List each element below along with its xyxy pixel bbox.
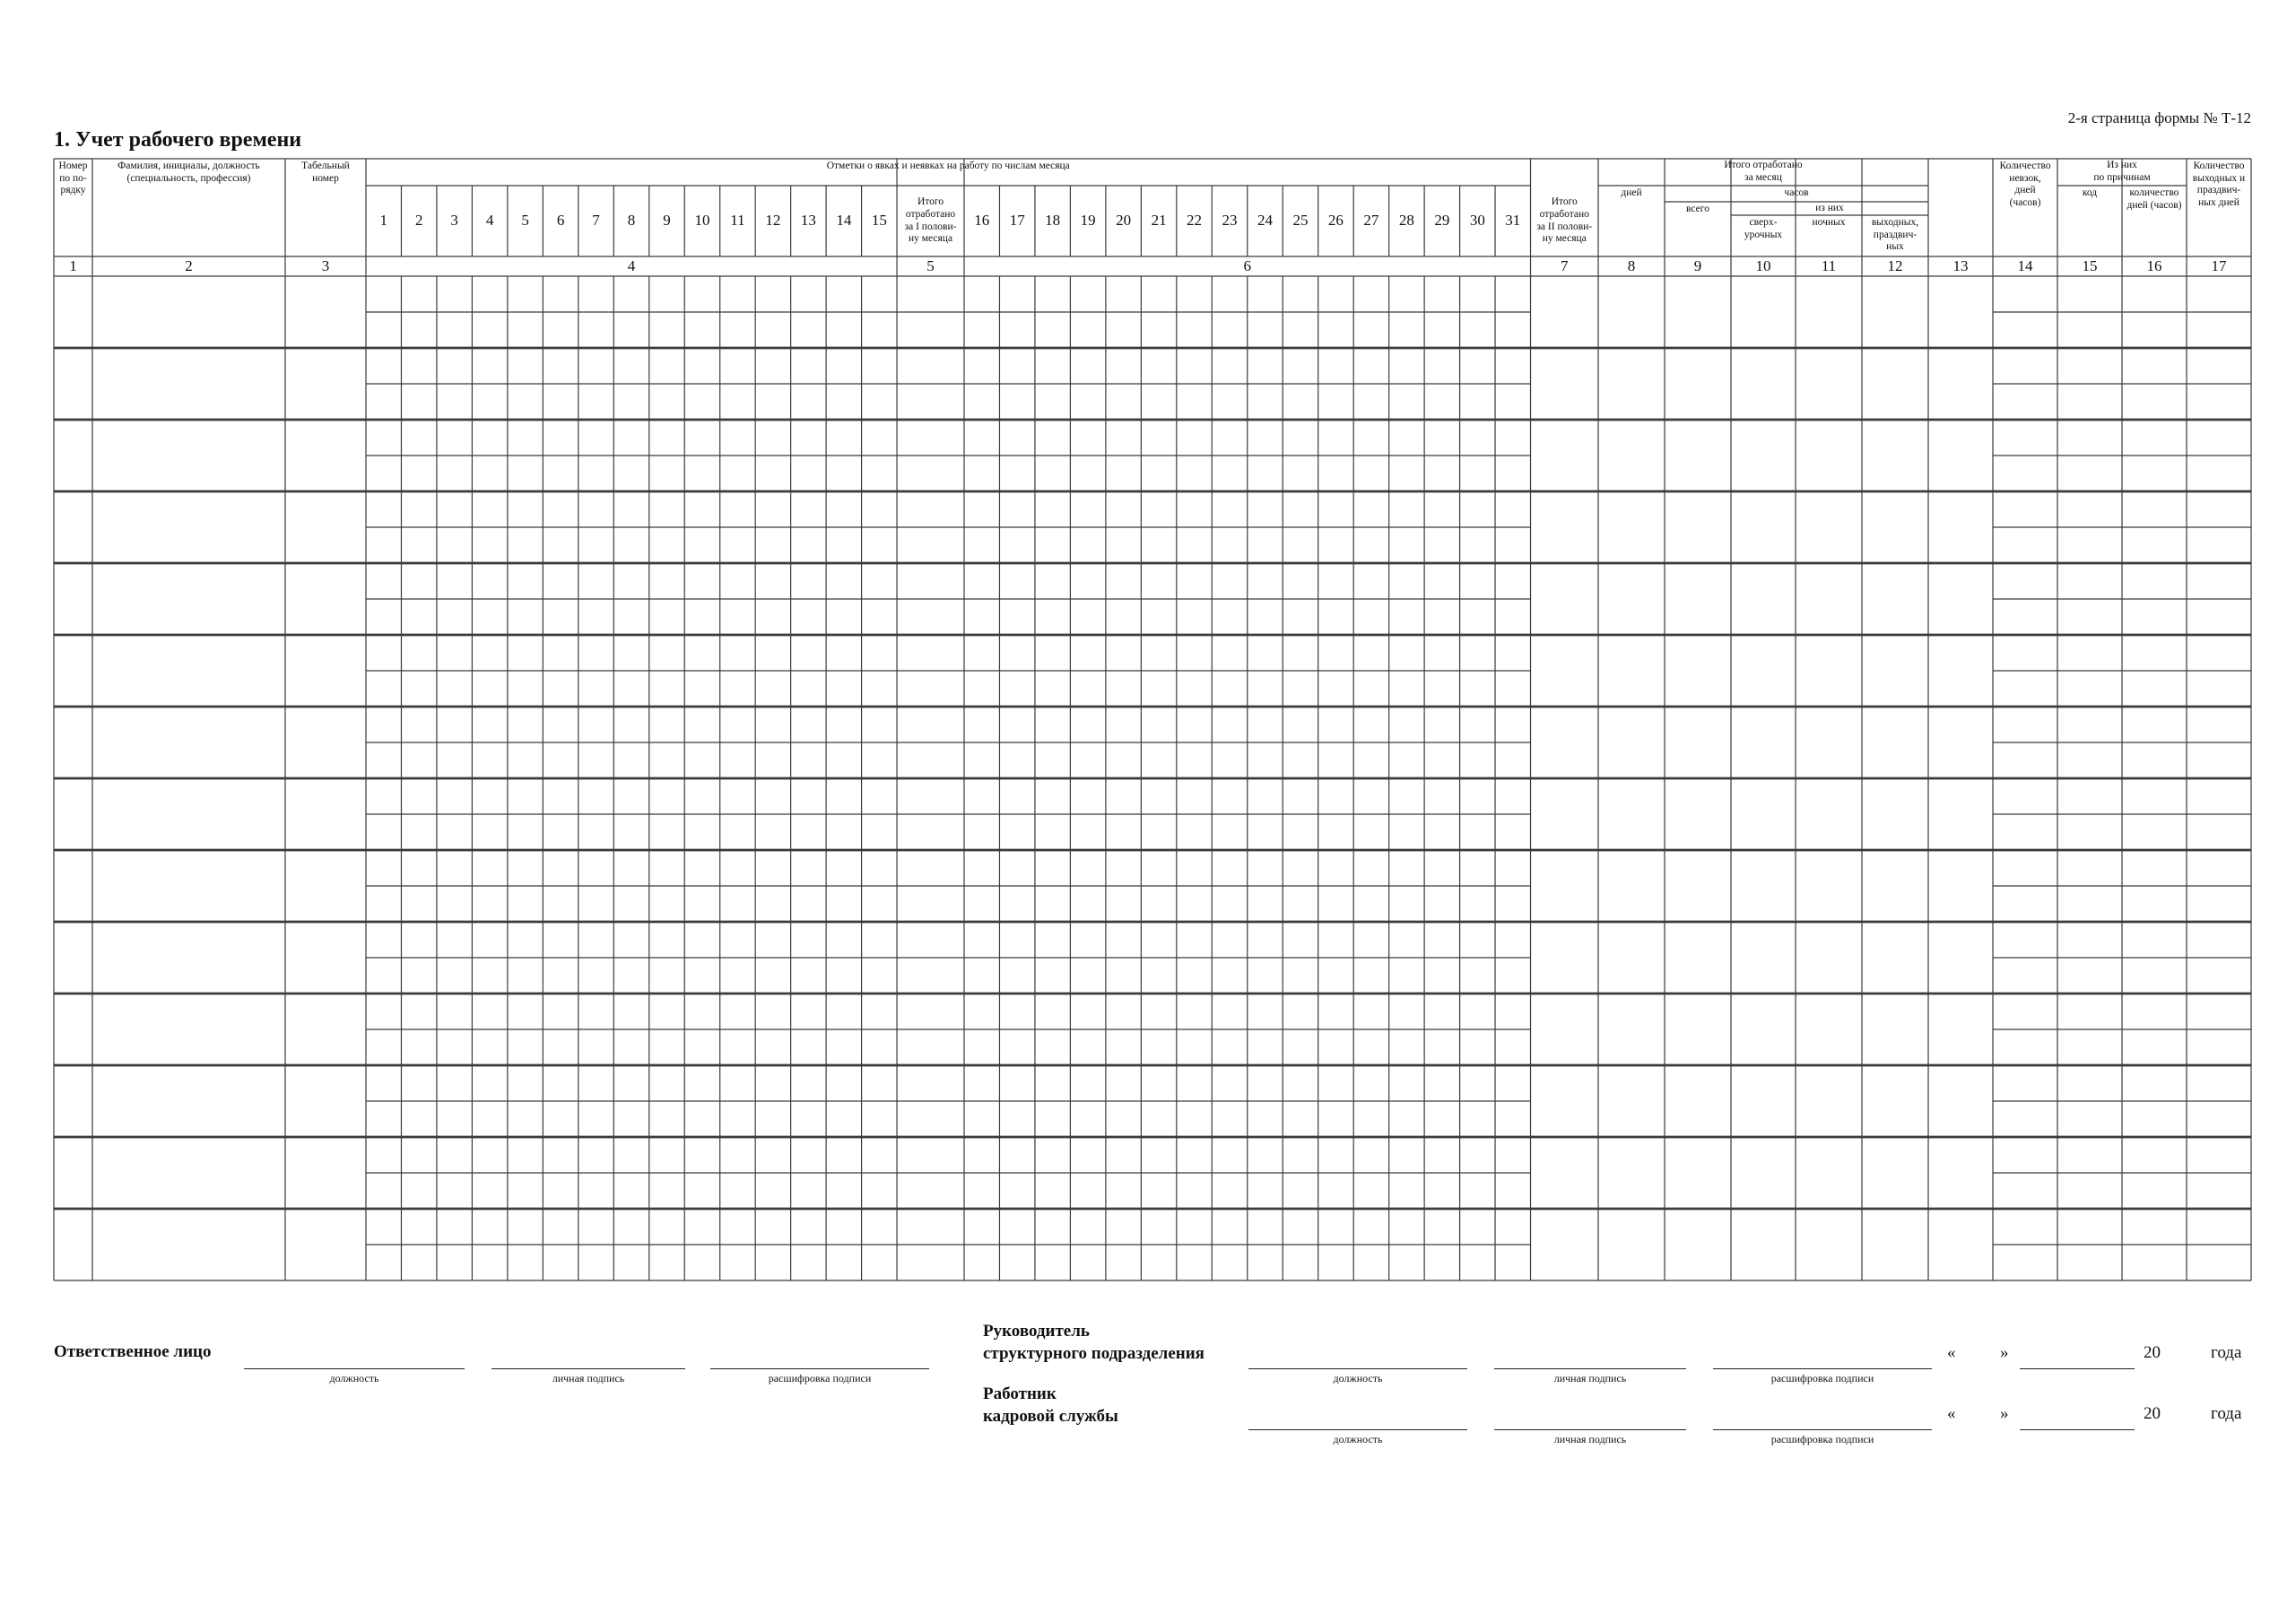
head-position-line[interactable] xyxy=(1248,1368,1467,1369)
head-signature-line[interactable] xyxy=(1494,1368,1686,1369)
header-row-number: Номер по по- рядку xyxy=(58,161,88,196)
hr-date-month-line[interactable] xyxy=(2020,1429,2135,1430)
day-number-31: 31 xyxy=(1505,212,1521,230)
day-number-9: 9 xyxy=(663,212,671,230)
hr-date-year-prefix: 20 xyxy=(2144,1404,2161,1423)
column-number-8: 8 xyxy=(1627,256,1636,274)
column-number-5: 5 xyxy=(926,256,935,274)
column-number-15: 15 xyxy=(2082,256,2098,274)
day-number-27: 27 xyxy=(1363,212,1379,230)
day-number-5: 5 xyxy=(521,212,529,230)
day-number-22: 22 xyxy=(1187,212,1203,230)
form-code: 2-я страница формы № Т-12 xyxy=(2067,109,2251,126)
responsible-signature-hint: личная подпись xyxy=(552,1372,625,1384)
responsible-signature-line[interactable] xyxy=(491,1368,685,1369)
column-number-10: 10 xyxy=(1755,256,1771,274)
hr-position-hint: должность xyxy=(1333,1433,1383,1445)
day-number-19: 19 xyxy=(1080,212,1096,230)
header-night: ночных xyxy=(1812,217,1846,228)
day-number-6: 6 xyxy=(556,212,565,230)
column-number-14: 14 xyxy=(2017,256,2033,274)
head-date-quote-close: » xyxy=(2000,1343,2009,1362)
head-decoding-hint: расшифровка подписи xyxy=(1770,1372,1874,1384)
hr-decoding-hint: расшифровка подписи xyxy=(1770,1433,1874,1445)
day-number-4: 4 xyxy=(485,212,494,230)
day-number-3: 3 xyxy=(450,212,458,230)
header-overtime: сверх- урочных xyxy=(1744,217,1783,240)
day-number-17: 17 xyxy=(1009,212,1025,230)
column-number-16: 16 xyxy=(2146,256,2162,274)
day-number-12: 12 xyxy=(765,212,781,230)
day-number-20: 20 xyxy=(1116,212,1132,230)
responsible-position-hint: должность xyxy=(329,1372,379,1384)
responsible-position-line[interactable] xyxy=(244,1368,465,1369)
responsible-decoding-line[interactable] xyxy=(710,1368,929,1369)
head-signature-hint: личная подпись xyxy=(1553,1372,1627,1384)
header-half1-total: Итого отработано за I полови- ну месяца xyxy=(904,196,957,245)
hr-date-year-word: года xyxy=(2211,1404,2242,1423)
day-number-1: 1 xyxy=(379,212,387,230)
day-number-30: 30 xyxy=(1469,212,1485,230)
day-number-26: 26 xyxy=(1327,212,1344,230)
hr-position-line[interactable] xyxy=(1248,1429,1467,1430)
column-number-2: 2 xyxy=(185,256,193,274)
column-number-6: 6 xyxy=(1243,256,1251,274)
day-number-2: 2 xyxy=(414,212,423,230)
hr-date-quote-open: « xyxy=(1947,1404,1956,1423)
column-number-17: 17 xyxy=(2211,256,2227,274)
column-number-1: 1 xyxy=(69,256,77,274)
head-label-line2: структурного подразделения xyxy=(983,1344,1205,1363)
day-number-11: 11 xyxy=(730,212,745,230)
hr-label-line1: Работник xyxy=(983,1384,1057,1403)
header-hours: часов xyxy=(1784,187,1809,199)
head-decoding-line[interactable] xyxy=(1713,1368,1932,1369)
head-label-line1: Руководитель xyxy=(983,1322,1090,1341)
day-number-25: 25 xyxy=(1292,212,1309,230)
column-number-4: 4 xyxy=(627,256,636,274)
column-number-12: 12 xyxy=(1887,256,1903,274)
header-of-them: из них xyxy=(1815,202,1844,213)
header-days: дней xyxy=(1621,187,1642,198)
head-date-year-word: года xyxy=(2211,1343,2242,1362)
header-tab-number: Табельный номер xyxy=(301,161,350,184)
day-number-15: 15 xyxy=(871,212,887,230)
header-weekend: выходных, праздвич- ных xyxy=(1871,217,1919,253)
responsible-person-label: Ответственное лицо xyxy=(54,1342,212,1361)
column-number-9: 9 xyxy=(1693,256,1702,274)
header-code: код xyxy=(2082,187,2098,198)
day-number-16: 16 xyxy=(974,212,990,230)
header-weekend-days: Количество выходных и праздвич- ных дней xyxy=(2192,161,2246,208)
hr-date-quote-close: » xyxy=(2000,1404,2009,1423)
header-name: Фамилия, инициалы, должность (специальность, профессия) xyxy=(117,161,260,184)
day-number-28: 28 xyxy=(1398,212,1414,230)
day-number-7: 7 xyxy=(592,212,600,230)
day-number-24: 24 xyxy=(1257,212,1273,230)
hr-signature-hint: личная подпись xyxy=(1553,1433,1627,1445)
day-number-23: 23 xyxy=(1222,212,1238,230)
header-reasons: Из них по причинам xyxy=(2093,160,2151,183)
column-number-7: 7 xyxy=(1561,256,1569,274)
hr-signature-line[interactable] xyxy=(1494,1429,1686,1430)
header-total: всего xyxy=(1686,204,1709,214)
hr-decoding-line[interactable] xyxy=(1713,1429,1932,1430)
day-number-8: 8 xyxy=(627,212,636,230)
day-number-18: 18 xyxy=(1045,212,1061,230)
header-worked-month: Итого отработано за месяц xyxy=(1724,160,1803,183)
day-number-10: 10 xyxy=(694,212,710,230)
header-marks: Отметки о явках и неявках на работу по числам месяца xyxy=(826,161,1070,171)
column-number-11: 11 xyxy=(1821,256,1837,274)
head-date-quote-open: « xyxy=(1947,1343,1956,1362)
day-number-29: 29 xyxy=(1434,212,1450,230)
column-number-3: 3 xyxy=(321,256,330,274)
section-title: 1. Учет рабочего времени xyxy=(54,128,302,152)
header-absence-days: количество дней (часов) xyxy=(2126,187,2182,211)
head-date-month-line[interactable] xyxy=(2020,1368,2135,1369)
header-absences: Количество невзок, дней (часов) xyxy=(1999,161,2051,208)
head-date-year-prefix: 20 xyxy=(2144,1343,2161,1362)
header-half2-total: Итого отработано за II полови- ну месяца xyxy=(1536,196,1593,245)
day-number-13: 13 xyxy=(800,212,816,230)
responsible-decoding-hint: расшифровка подписи xyxy=(768,1372,872,1384)
day-number-14: 14 xyxy=(836,212,852,230)
hr-label-line2: кадровой службы xyxy=(983,1407,1118,1426)
day-number-21: 21 xyxy=(1151,212,1167,230)
head-position-hint: должность xyxy=(1333,1372,1383,1384)
column-number-13: 13 xyxy=(1952,256,1969,274)
